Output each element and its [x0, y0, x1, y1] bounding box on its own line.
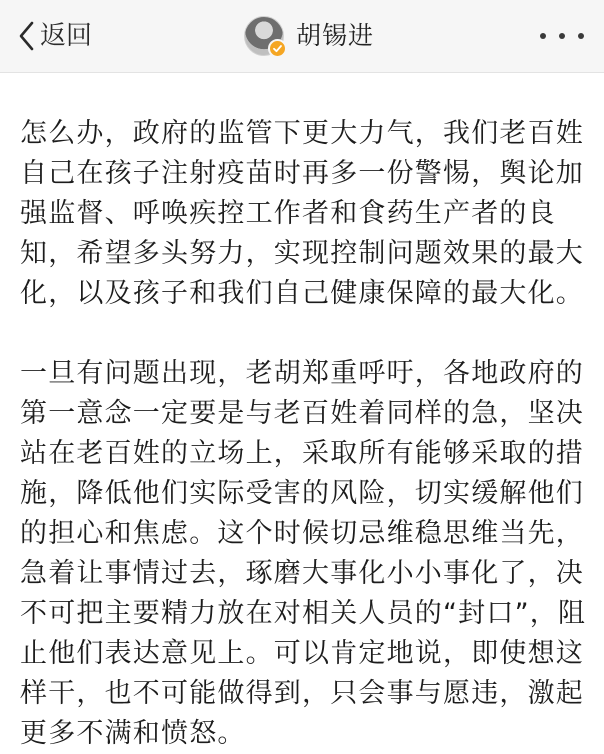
- chevron-left-icon: [18, 21, 34, 51]
- post-body: [20, 114, 588, 754]
- verified-badge-icon: [268, 39, 287, 58]
- more-options-button[interactable]: [540, 30, 584, 42]
- back-label: 返回: [40, 21, 93, 51]
- post-paragraph-2: 一旦有问题出现，老胡郑重呼吁，各地政府的 第一意念一定要是与老百姓着同样的急，坚决 站在老百姓的立场上，采取所有能够采取的措 施，降低他们实际受害的风险，切实缓解他们 的担心和焦虑。这个时候切忌维稳思维当先， 急着让事情过去，琢磨大事化小小事化了，决 不可把主要精力放在对相关人员的“封口”，阻 止他们表达意见上。可以肯定地说，即使想这 样干，也不可能做得到，只会事与愿违，激起 更多不满和愤怒。: [20, 358, 587, 749]
- back-button[interactable]: [18, 18, 92, 54]
- more-dots-icon: [559, 33, 565, 39]
- author-username[interactable]: 胡锡进: [296, 21, 375, 50]
- more-dots-icon: [540, 33, 546, 39]
- post-paragraph-1: 怎么办，政府的监管下更大力气，我们老百姓 自己在孩子注射疫苗时再多一份警惕，舆论加 强监督、呼唤疾控工作者和食药生产者的良 知，希望多头努力，实现控制问题效果的最大 化，以及孩子和我们自己健康保障的最大化。: [20, 118, 584, 309]
- top-navigation-bar: [0, 0, 604, 73]
- more-dots-icon: [578, 33, 584, 39]
- author-profile[interactable]: [244, 14, 374, 58]
- avatar[interactable]: [244, 16, 284, 56]
